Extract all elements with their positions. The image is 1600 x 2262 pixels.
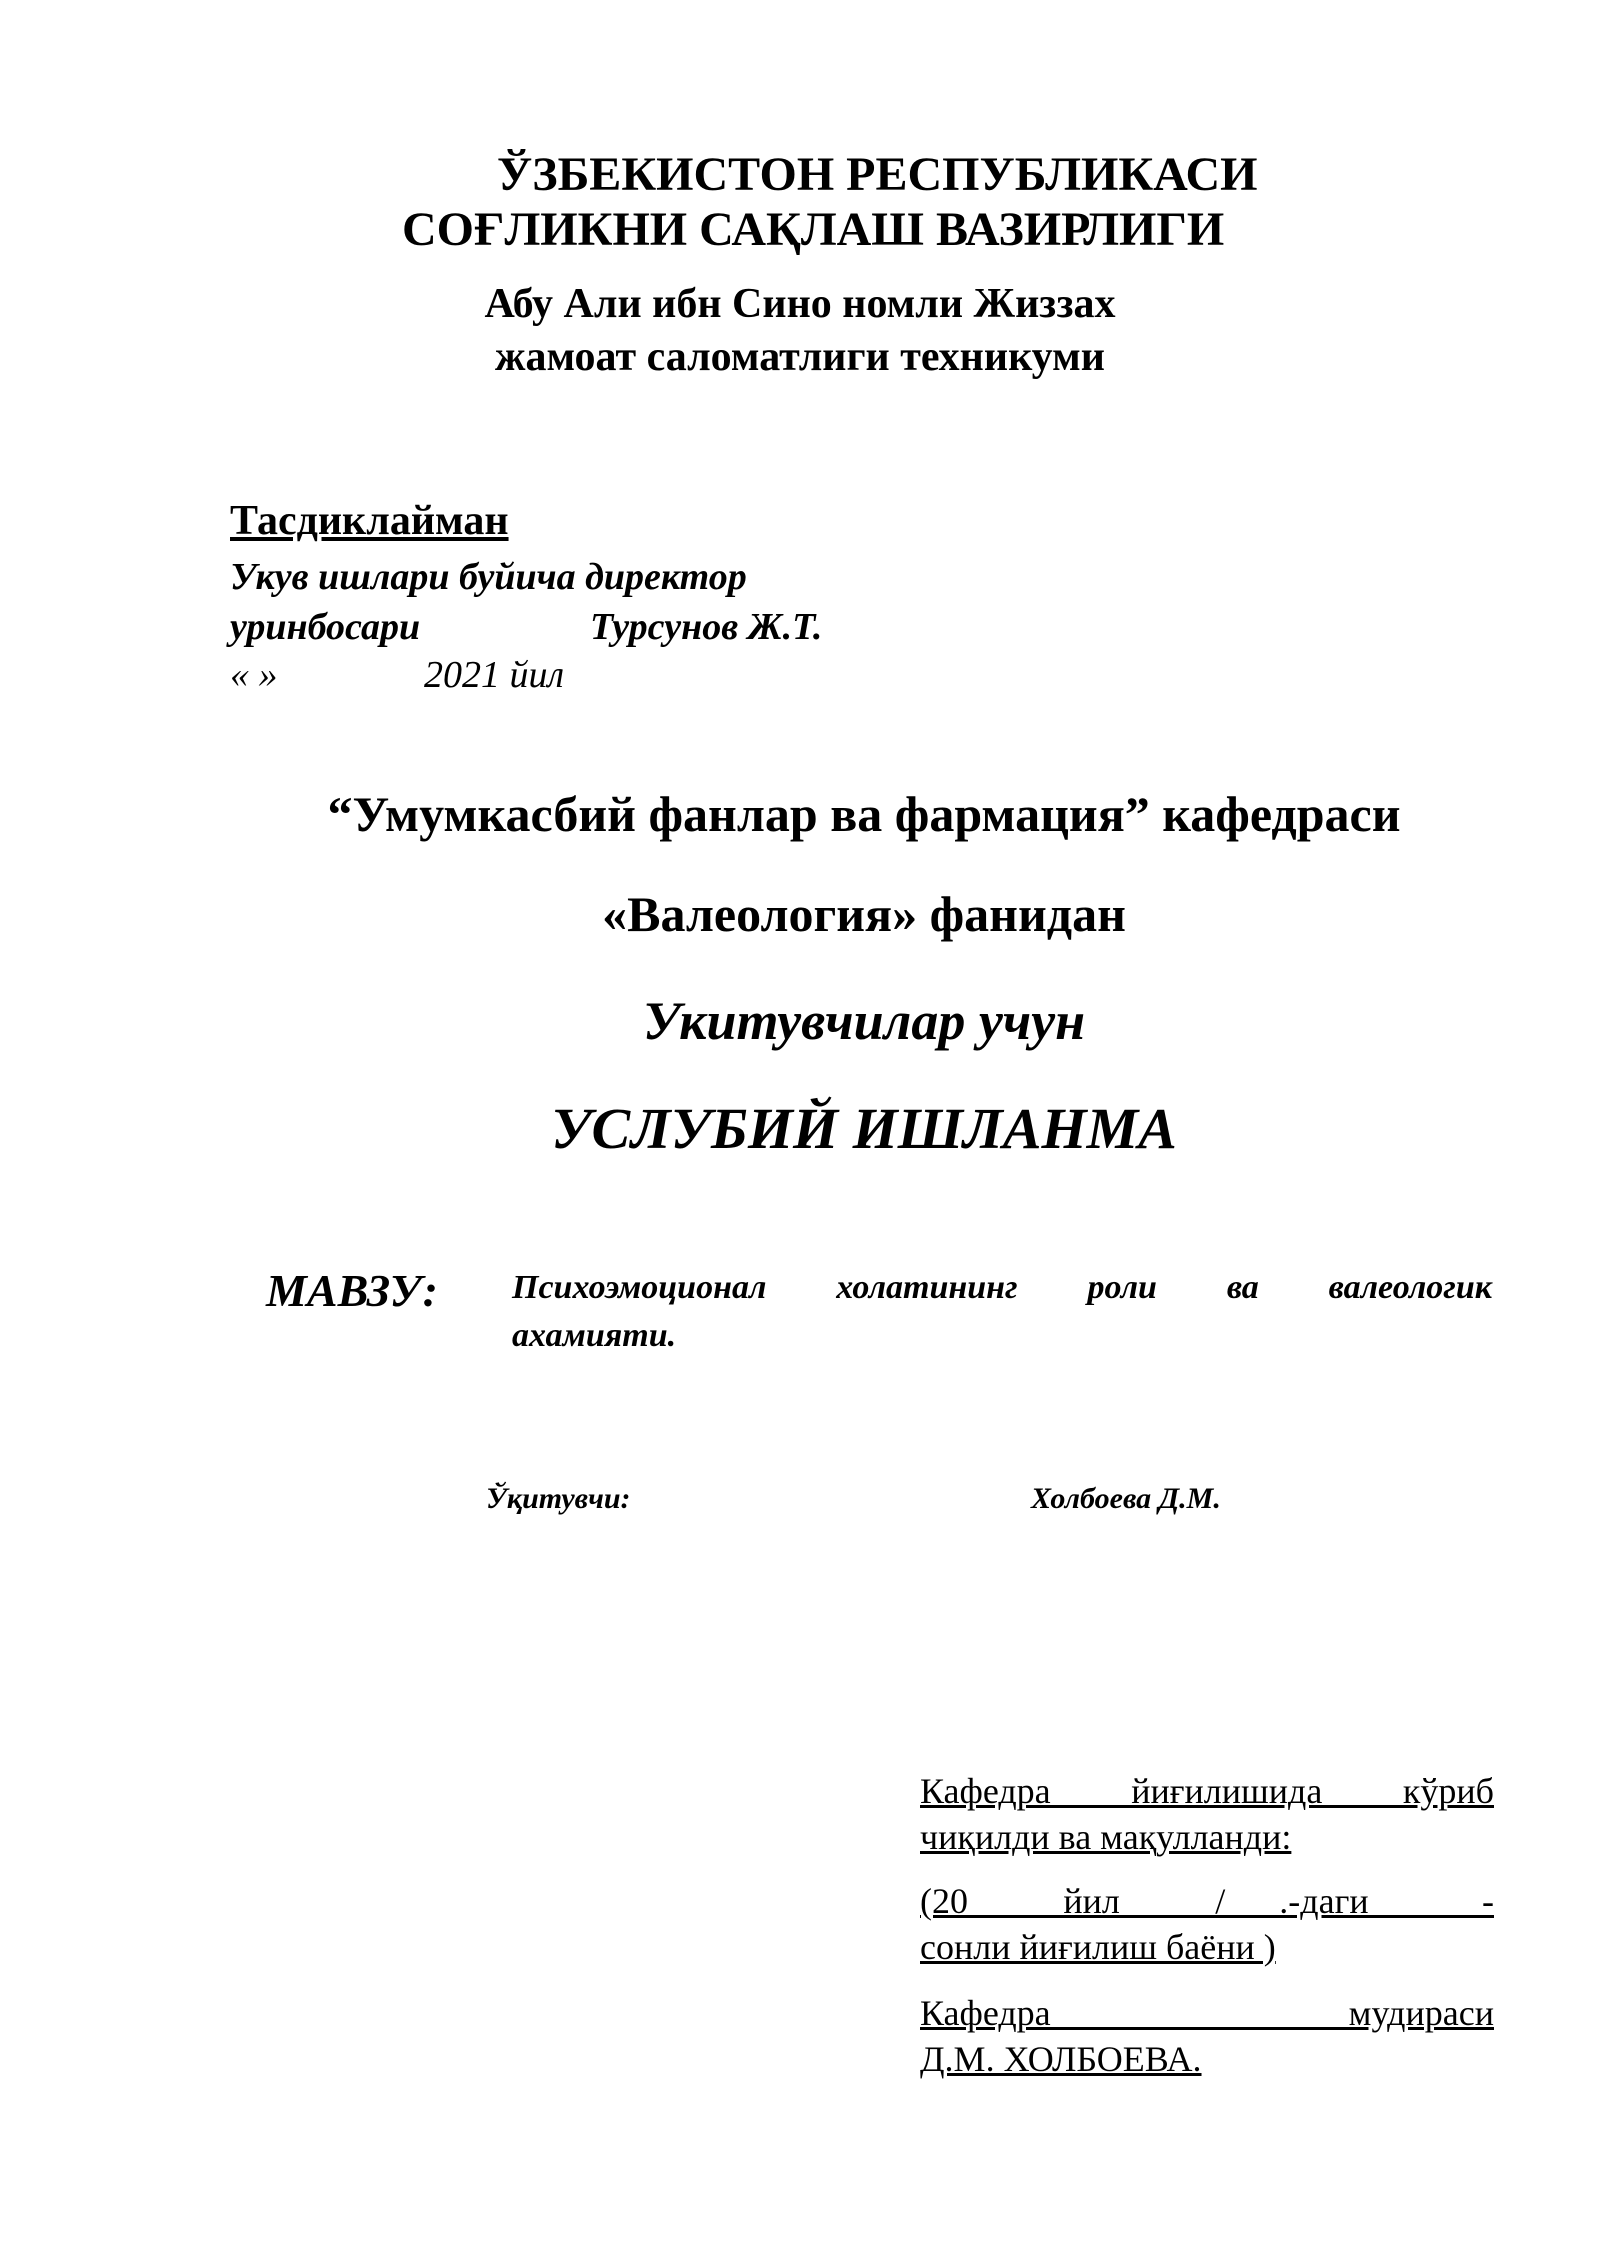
meeting-minutes-line2: сонли йиғилиш баёни ): [920, 1927, 1276, 1967]
approval-signatory-name: Турсунов Ж.Т.: [590, 606, 823, 648]
review-note-line1: Кафедра йиғилишида кўриб: [920, 1771, 1494, 1811]
ministry-title-line1: ЎЗБЕКИСТОН РЕСПУБЛИКАСИ: [497, 148, 1258, 201]
approval-role: уринбосари: [230, 606, 421, 648]
approval-position-line: Укув ишлари буйича директор: [230, 556, 747, 598]
institution-name-line2: жамоат саломатлиги техникуми: [495, 334, 1105, 380]
meeting-minutes-note: [920, 1878, 1494, 1970]
document-type-title: УСЛУБИЙ ИШЛАНМА: [551, 1096, 1177, 1161]
department-title: “Умумкасбий фанлар ва фармация” кафедраси: [327, 786, 1401, 842]
topic-text: [512, 1264, 1492, 1360]
department-head-line1: Кафедра мудираси: [920, 1993, 1494, 2033]
teacher-label: Ўқитувчи:: [486, 1482, 631, 1515]
department-head-name: Д.М. ХОЛБОЕВА.: [920, 2039, 1202, 2079]
teacher-name: Холбоева Д.М.: [1031, 1482, 1221, 1515]
subject-title: «Валеология» фанидан: [602, 886, 1126, 942]
audience-title: Укитувчилар учун: [642, 991, 1086, 1051]
topic-label: МАВЗУ:: [266, 1265, 438, 1316]
department-head-note: [920, 1990, 1494, 2082]
ministry-title-line2: СОҒЛИКНИ САҚЛАШ ВАЗИРЛИГИ: [402, 203, 1225, 256]
meeting-minutes-line1: (20___ йил ___/___.-даги ____-: [920, 1881, 1494, 1921]
topic-text-line1: Психоэмоционал холатининг роли ва валеологик: [512, 1269, 1492, 1306]
approval-date-year: 2021 йил: [424, 654, 565, 696]
review-note-line2: чиқилди ва мақулланди:: [920, 1817, 1292, 1857]
topic-text-line2: ахамияти.: [512, 1317, 677, 1354]
institution-name-line1: Абу Али ибн Сино номли Жиззах: [484, 281, 1116, 327]
approval-date-quotes: « »: [230, 654, 278, 696]
approval-title: Тасдиклайман: [230, 498, 509, 544]
review-note: [920, 1768, 1494, 1860]
